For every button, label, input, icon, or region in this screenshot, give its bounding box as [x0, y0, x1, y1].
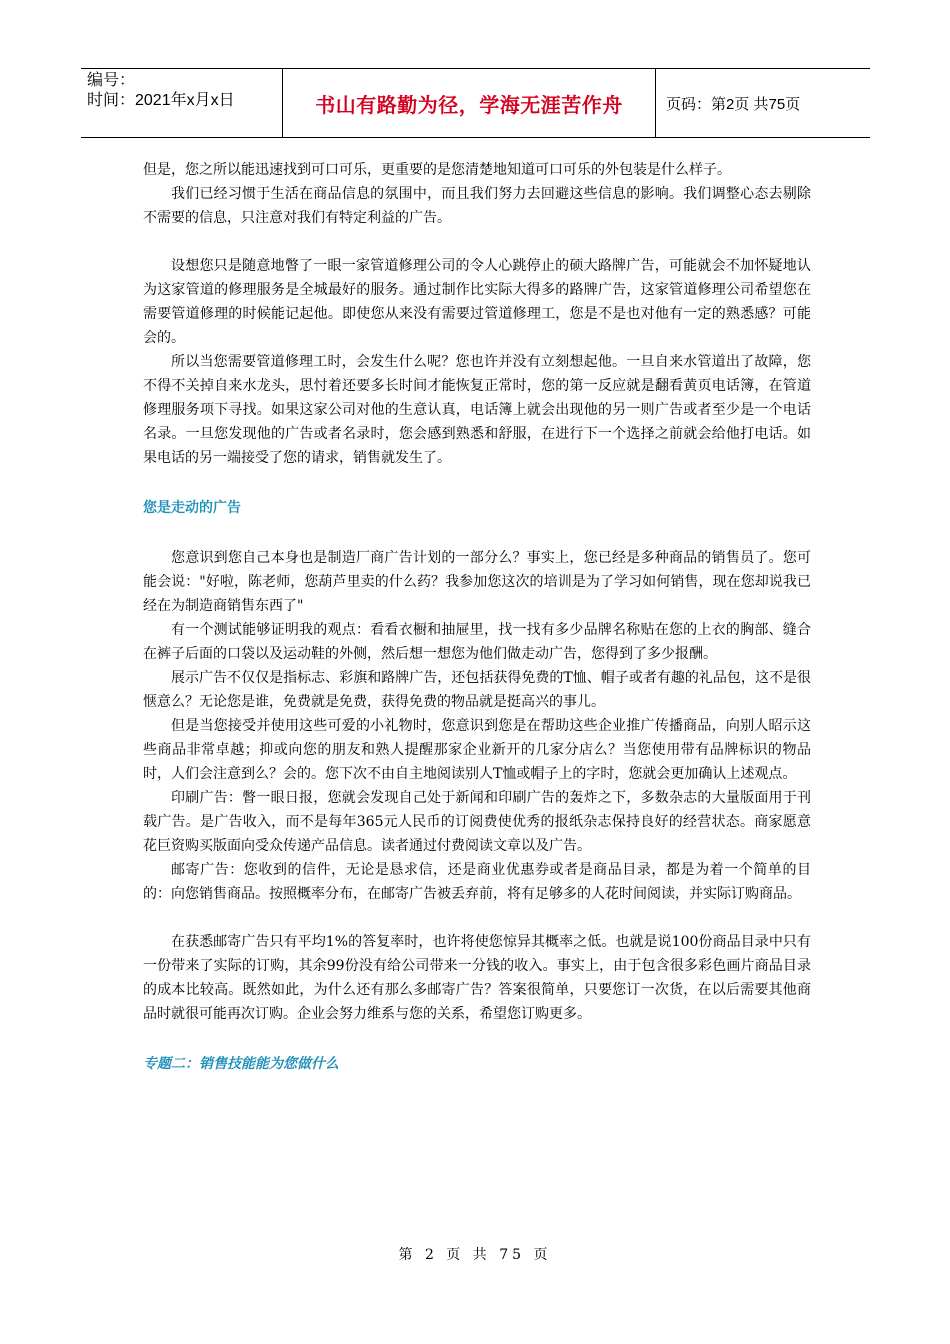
page-header	[81, 68, 870, 138]
paragraph: 但是当您接受并使用这些可爱的小礼物时，您意识到您是在帮助这些企业推广传播商品，向别人昭示这些商品非常卓越；抑或向您的朋友和熟人提醒那家企业新开的几家分店么？当您使用带有品牌标识的物品时，人们会注意到么？会的。您下次不由自主地阅读别人T恤或帽子上的字时，您就会更加确认上述观点。	[143, 718, 811, 782]
document-number-label: 编号：	[87, 72, 136, 89]
paragraph: 所以当您需要管道修理工时，会发生什么呢？您也许并没有立刻想起他。一旦自来水管道出了故障，您不得不关掉自来水龙头，思忖着还要多长时间才能恢复正常时，您的第一反应就是翻看黄页电话簿，在管道修理服务项下寻找。如果这家公司对他的生意认真，电话簿上就会出现他的另一则广告或者至少是一个电话名录。一旦您发现他的广告或者名录时，您会感到熟悉和舒服，在进行下一个选择之前就会给他打电话。如果电话的另一端接受了您的请求，销售就发生了。	[143, 354, 811, 466]
paragraph: 我们已经习惯于生活在商品信息的氛围中，而且我们努力去回避这些信息的影响。我们调整心态去剔除不需要的信息，只注意对我们有特定利益的广告。	[143, 186, 811, 226]
section-heading: 您是走动的广告	[143, 500, 241, 516]
topic-heading: 专题二：销售技能能为您做什么	[143, 1056, 339, 1072]
paragraph: 设想您只是随意地瞥了一眼一家管道修理公司的令人心跳停止的硕大路牌广告，可能就会不加怀疑地认为这家管道的修理服务是全城最好的服务。通过制作比实际大得多的路牌广告，这家管道修理公司希望您在需要管道修理的时候能记起他。即使您从来没有需要过管道修理工，您是不是也对他有一定的熟悉感？可能会的。	[143, 258, 811, 346]
document-date-label: 时间：2021年x月x日	[87, 92, 235, 109]
header-motto: 书山有路勤为径，学海无涯苦作舟	[283, 69, 656, 137]
paragraph: 但是，您之所以能迅速找到可口可乐，更重要的是您清楚地知道可口可乐的外包装是什么样子。	[143, 162, 731, 178]
paragraph: 邮寄广告：您收到的信件，无论是恳求信，还是商业优惠券或者是商品目录，都是为着一个简单的目的：向您销售商品。按照概率分布，在邮寄广告被丢弃前，将有足够多的人花时间阅读，并实际订购商品。	[143, 862, 811, 902]
page-footer: 第 2 页 共 75 页	[398, 1247, 552, 1263]
paragraph: 您意识到您自己本身也是制造厂商广告计划的一部分么？事实上，您已经是多种商品的销售员了。您可能会说："好啦，陈老师，您葫芦里卖的什么药？我参加您这次的培训是为了学习如何销售，现在您却说我已经在为制造商销售东西了"	[143, 550, 811, 614]
paragraph: 印刷广告：瞥一眼日报，您就会发现自己处于新闻和印刷广告的轰炸之下，多数杂志的大量版面用于刊载广告。是广告收入，而不是每年365元人民币的订阅费使优秀的报纸杂志保持良好的经营状态。商家愿意花巨资购买版面向受众传递产品信息。读者通过付费阅读文章以及广告。	[143, 790, 811, 854]
paragraph: 在获悉邮寄广告只有平均1%的答复率时，也许将使您惊异其概率之低。也就是说100份商品目录中只有一份带来了实际的订购，其余99份没有给公司带来一分钱的收入。事实上，由于包含很多彩色画片商品目录的成本比较高。既然如此，为什么还有那么多邮寄广告？答案很简单，只要您订一次货，在以后需要其他商品时就很可能再次订购。企业会努力维系与您的关系，希望您订购更多。	[143, 934, 811, 1022]
header-meta	[81, 69, 283, 137]
paragraph: 有一个测试能够证明我的观点：看看衣橱和抽屉里，找一找有多少品牌名称贴在您的上衣的胸部、缝合在裤子后面的口袋以及运动鞋的外侧，然后想一想您为他们做走动广告，您得到了多少报酬。	[143, 622, 811, 662]
header-page-info: 页码：第2页 共75页	[666, 95, 801, 113]
paragraph: 展示广告不仅仅是指标志、彩旗和路牌广告，还包括获得免费的T恤、帽子或者有趣的礼品包，这不是很惬意么？无论您是谁，免费就是免费，获得免费的物品就是挺高兴的事儿。	[143, 670, 811, 710]
document-body	[143, 158, 811, 1076]
